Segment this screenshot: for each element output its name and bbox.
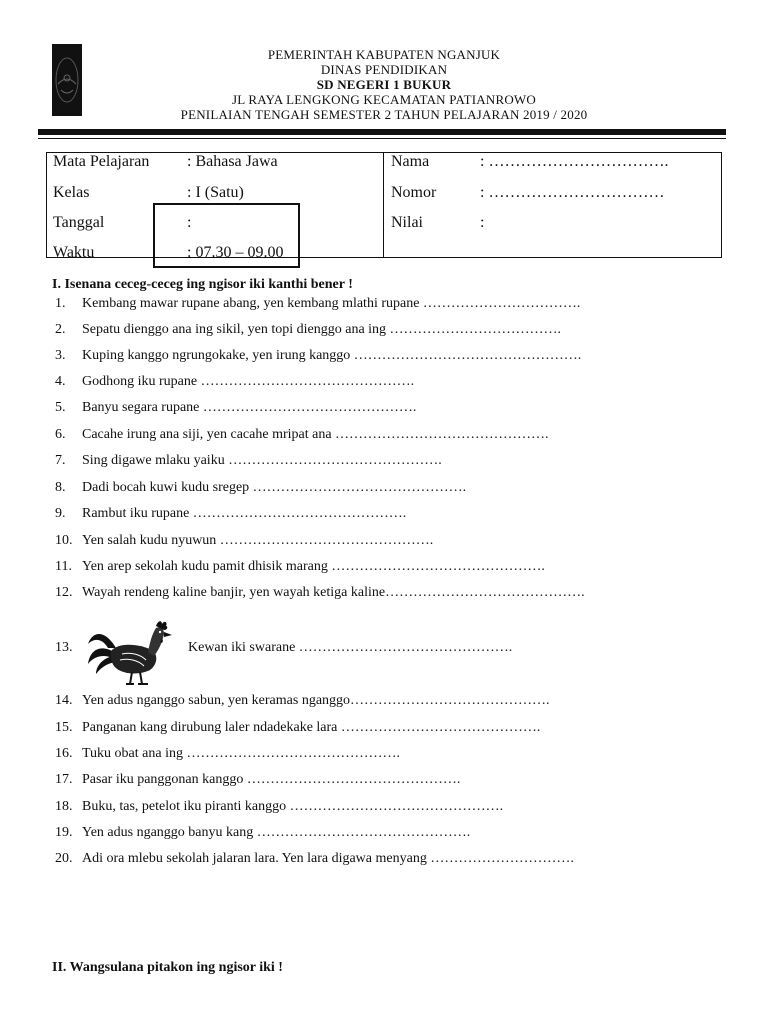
question-item: 3. Kuping kanggo ngrungokake, yen irung kanggo …………………………………………. [55,348,582,363]
question-item: 12. Wayah rendeng kaline banjir, yen wayah ketiga kaline……………………………………. [55,585,585,600]
header-government: PEMERINTAH KABUPATEN NGANJUK [267,47,501,62]
rooster-icon [86,614,182,691]
header-exam-title: PENILAIAN TENGAH SEMESTER 2 TAHUN PELAJARAN 2019 / 2020 [180,107,588,122]
question-item: 4. Godhong iku rupane ………………………………………. [55,374,415,389]
section-1-title: I. Isenana ceceg-ceceg ing ngisor iki kanthi bener ! [52,277,353,292]
letterhead [120,47,648,122]
header-rule-thick [38,129,726,135]
class-value: : I (Satu) [187,184,244,201]
header-address: JL RAYA LENGKONG KECAMATAN PATIANROWO [232,92,536,107]
question-item: 17. Pasar iku panggonan kanggo ………………………………………. [55,772,461,787]
question-item: 13. [55,640,73,655]
name-label: Nama [391,153,430,170]
question-item: 15. Panganan kang dirubung laler ndadekake lara ……………………………………. [55,720,541,735]
header-department: DINAS PENDIDIKAN [320,62,448,77]
question-item: 6. Cacahe irung ana siji, yen cacahe mripat ana ………………………………………. [55,427,549,442]
score-field[interactable]: : [480,214,485,231]
header-school-name: SD NEGERI 1 BUKUR [316,77,452,92]
class-label: Kelas [53,184,90,201]
question-item: 9. Rambut iku rupane ………………………………………. [55,506,407,521]
question-item: 1. Kembang mawar rupane abang, yen kembang mlathi rupane ……………………………. [55,296,581,311]
subject-label: Mata Pelajaran [53,153,150,170]
question-13-text: Kewan iki swarane ………………………………………. [188,640,513,655]
question-item: 10. Yen salah kudu nyuwun ………………………………………. [55,533,434,548]
time-value: : 07.30 – 09.00 [187,244,284,261]
number-field[interactable]: : …………………………… [480,184,665,201]
question-item: 16. Tuku obat ana ing ………………………………………. [55,746,400,761]
score-label: Nilai [391,214,423,231]
date-label: Tanggal [53,214,105,231]
number-label: Nomor [391,184,437,201]
question-item: 14. Yen adus nganggo sabun, yen keramas nganggo……………………………………. [55,693,550,708]
question-item: 8. Dadi bocah kuwi kudu sregep ………………………………………. [55,480,467,495]
question-item: 7. Sing digawe mlaku yaiku ………………………………………. [55,453,442,468]
date-value[interactable]: : [187,214,192,231]
question-item: 18. Buku, tas, petelot iku piranti kanggo ………………………………………. [55,799,504,814]
question-item: 19. Yen adus nganggo banyu kang ………………………………………. [55,825,471,840]
time-label: Waktu [53,244,95,261]
question-item: 2. Sepatu dienggo ana ing sikil, yen topi dienggo ana ing ………………………………. [55,322,562,337]
name-field[interactable]: : ……………………………. [480,153,669,170]
header-rule-thin [38,138,726,139]
question-item: 20. Adi ora mlebu sekolah jalaran lara. Yen lara digawa menyang …………………………. [55,851,574,866]
subject-value: : Bahasa Jawa [187,153,278,170]
date-time-highlight-box [153,203,300,268]
regency-emblem-icon [52,44,82,116]
question-item: 5. Banyu segara rupane ………………………………………. [55,400,417,415]
info-table-divider [383,152,384,258]
question-item: 11. Yen arep sekolah kudu pamit dhisik marang ………………………………………. [55,559,545,574]
section-2-title: II. Wangsulana pitakon ing ngisor iki ! [52,960,283,975]
